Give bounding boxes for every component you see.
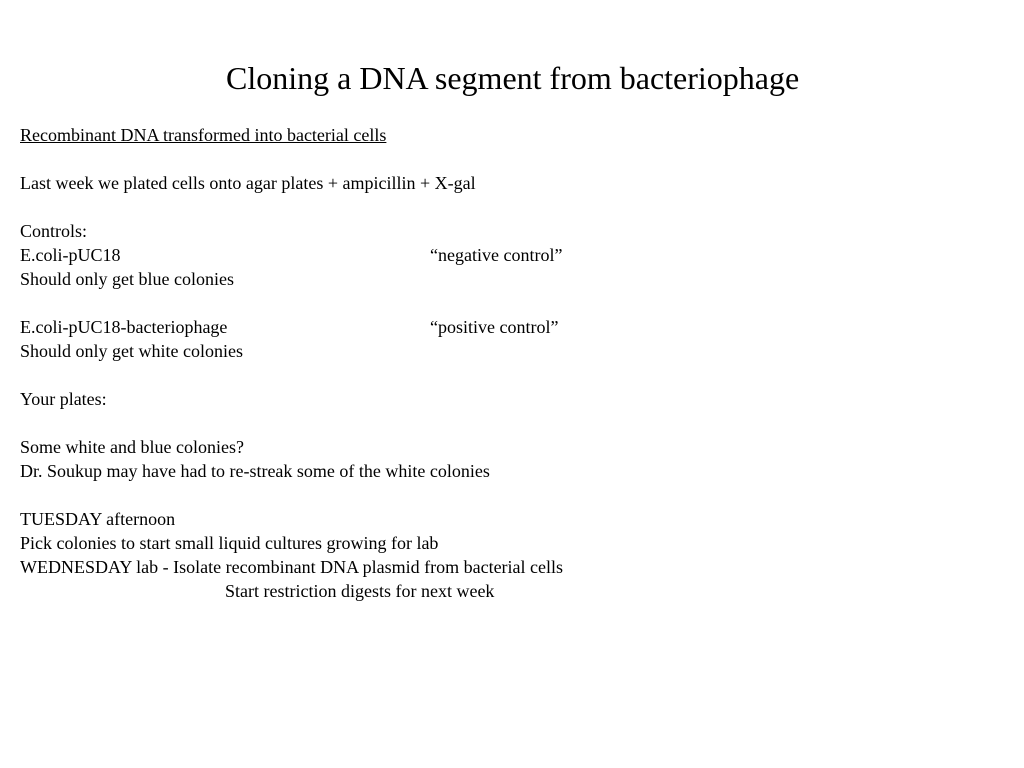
blank-line: [20, 195, 1010, 219]
control-2-row: [20, 315, 1010, 339]
intro-text: Last week we plated cells onto agar plates + ampicillin + X-gal: [20, 173, 476, 193]
control-2-name: E.coli-pUC18-bacteriophage: [20, 317, 228, 337]
control-2-type: “positive control”: [430, 317, 559, 337]
blank-line: [20, 411, 1010, 435]
blank-line: [20, 483, 1010, 507]
plates-line-2: Dr. Soukup may have had to re-streak some of the white colonies: [20, 461, 490, 481]
tuesday-task: Pick colonies to start small liquid cultures growing for lab: [20, 533, 439, 553]
plates-label: Your plates:: [20, 389, 107, 409]
slide-body: [20, 123, 1010, 603]
plates-line-1: Some white and blue colonies?: [20, 437, 244, 457]
control-2-expectation: Should only get white colonies: [20, 341, 243, 361]
section-heading: Recombinant DNA transformed into bacterial cells: [20, 125, 387, 145]
control-1-type: “negative control”: [430, 245, 563, 265]
blank-line: [20, 147, 1010, 171]
tuesday-label: TUESDAY afternoon: [20, 509, 176, 529]
wednesday-task: WEDNESDAY lab - Isolate recombinant DNA plasmid from bacterial cells: [20, 557, 564, 577]
controls-label: Controls:: [20, 221, 88, 241]
blank-line: [20, 291, 1010, 315]
wednesday-task-2: Start restriction digests for next week: [225, 581, 495, 601]
slide-title: Cloning a DNA segment from bacteriophage: [226, 60, 800, 96]
control-1-expectation: Should only get blue colonies: [20, 269, 234, 289]
control-1-name: E.coli-pUC18: [20, 245, 121, 265]
blank-line: [20, 363, 1010, 387]
control-1-row: [20, 243, 1010, 267]
